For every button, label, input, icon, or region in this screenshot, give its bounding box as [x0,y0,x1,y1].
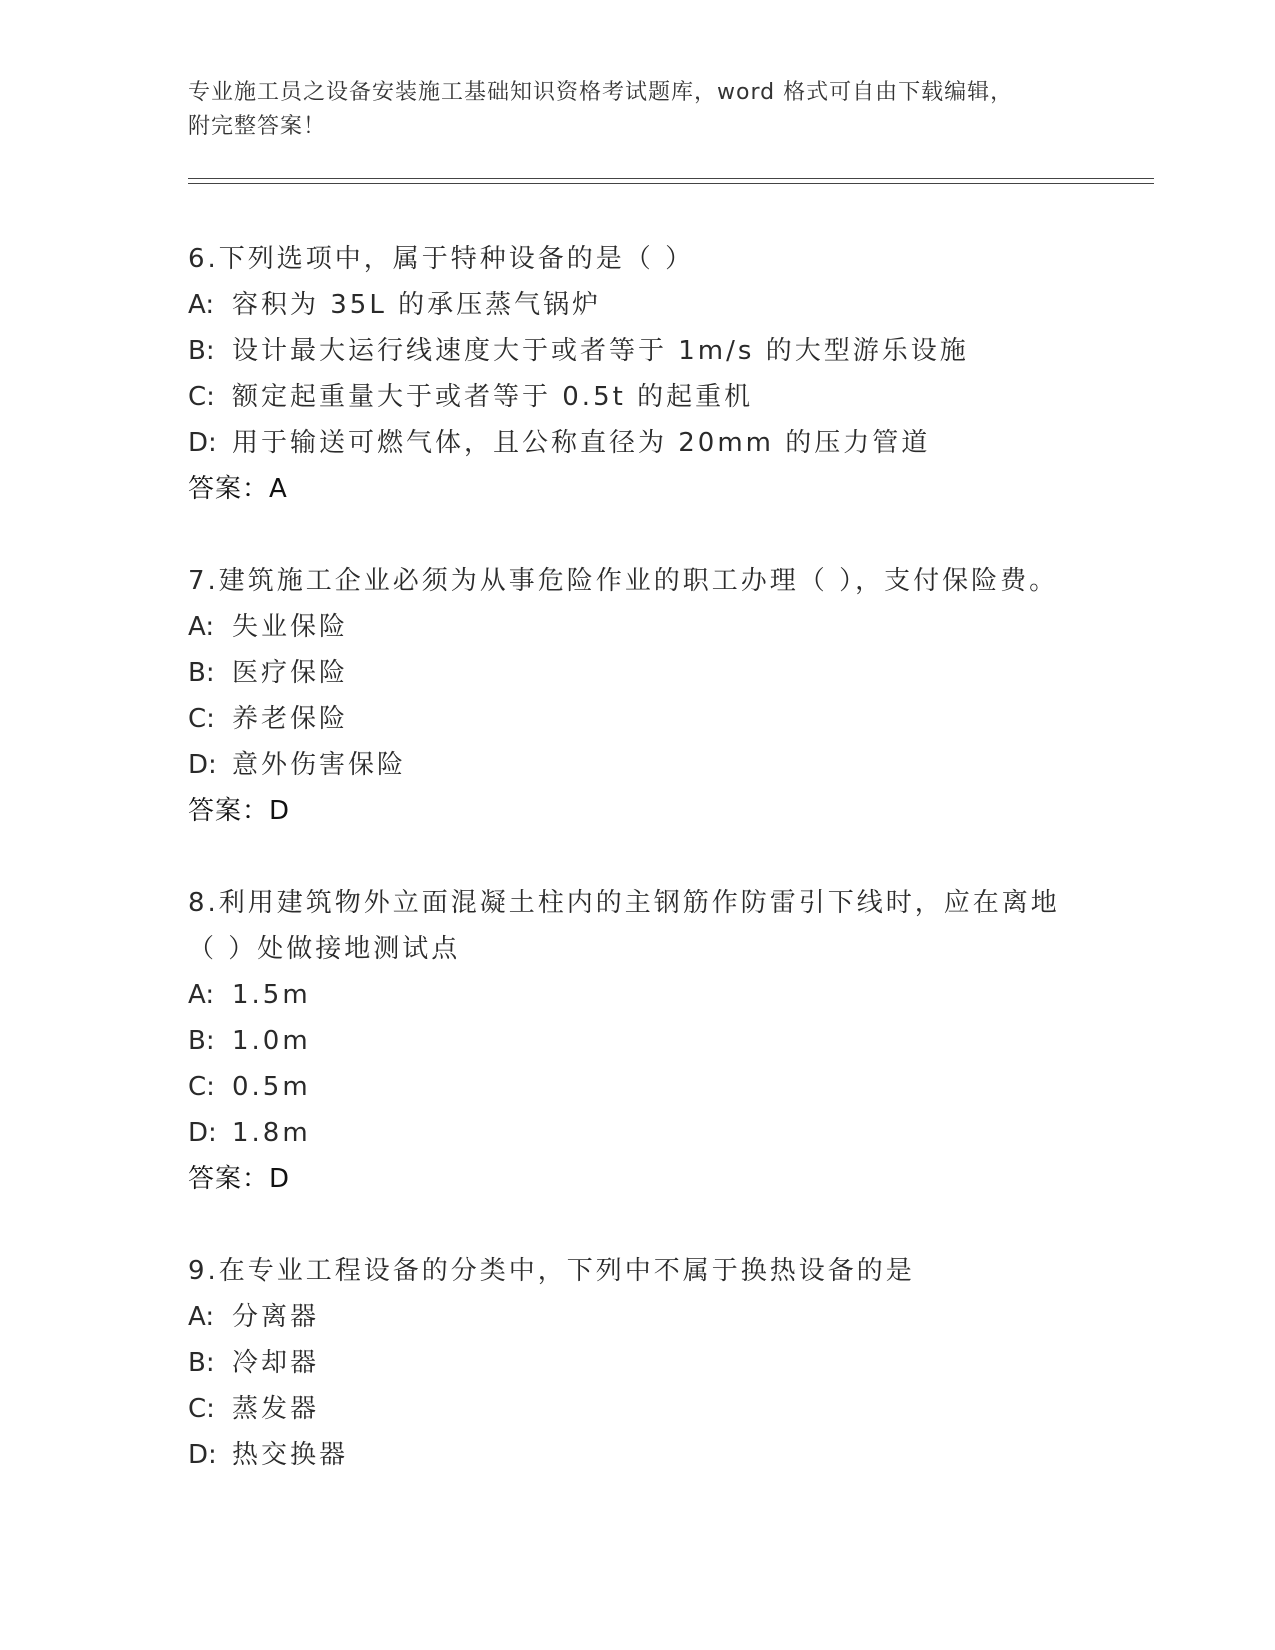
option-text: 1.0m [232,1026,311,1056]
question-7 [188,558,1088,834]
answer-line: 答案：A [188,474,288,504]
option-label: D: [188,750,217,780]
option-label: D: [188,428,217,458]
option-a [188,1294,1088,1340]
option-b [188,328,1088,374]
option-c [188,1064,1088,1110]
question-9 [188,1248,1088,1478]
option-label: A: [188,1302,215,1332]
option-d [188,420,1088,466]
question-stem: 7.建筑施工企业必须为从事危险作业的职工办理（ ），支付保险费。 [188,566,1059,596]
option-a [188,972,1088,1018]
option-label: C: [188,1072,215,1102]
option-label: C: [188,382,215,412]
header-divider-top [188,178,1154,179]
option-label: D: [188,1118,217,1148]
option-text: 1.8m [232,1118,311,1148]
question-6 [188,236,1088,512]
option-c [188,696,1088,742]
option-a [188,282,1088,328]
option-text: 热交换器 [232,1440,349,1470]
option-text: 设计最大运行线速度大于或者等于 1m/s 的大型游乐设施 [232,336,969,366]
option-a [188,604,1088,650]
option-label: A: [188,980,215,1010]
option-label: D: [188,1440,217,1470]
question-stem: 8.利用建筑物外立面混凝土柱内的主钢筋作防雷引下线时，应在离地（ ）处做接地测试点 [188,888,1060,964]
option-label: C: [188,704,215,734]
option-text: 冷却器 [232,1348,320,1378]
option-text: 0.5m [232,1072,311,1102]
option-c [188,1386,1088,1432]
option-c [188,374,1088,420]
option-text: 意外伤害保险 [232,750,407,780]
header-line-2: 附完整答案！ [188,114,327,139]
header-line-1: 专业施工员之设备安装施工基础知识资格考试题库，word 格式可自由下载编辑， [188,80,1014,105]
option-text: 失业保险 [232,612,349,642]
option-label: B: [188,1026,215,1056]
option-label: C: [188,1394,215,1424]
option-d [188,1432,1088,1478]
option-text: 用于输送可燃气体，且公称直径为 20mm 的压力管道 [232,428,931,458]
document-header [188,76,1068,144]
option-text: 养老保险 [232,704,349,734]
question-list [188,236,1088,1524]
option-label: A: [188,612,215,642]
header-divider-bottom [188,183,1154,184]
option-b [188,1018,1088,1064]
option-label: A: [188,290,215,320]
option-label: B: [188,658,215,688]
answer-line: 答案：D [188,796,291,826]
option-text: 容积为 35L 的承压蒸气锅炉 [232,290,602,320]
question-stem: 9.在专业工程设备的分类中，下列中不属于换热设备的是 [188,1256,915,1286]
option-b [188,650,1088,696]
option-text: 额定起重量大于或者等于 0.5t 的起重机 [232,382,754,412]
option-label: B: [188,336,215,366]
option-b [188,1340,1088,1386]
option-text: 1.5m [232,980,311,1010]
question-8 [188,880,1088,1202]
option-text: 分离器 [232,1302,320,1332]
option-label: B: [188,1348,215,1378]
option-text: 蒸发器 [232,1394,320,1424]
option-d [188,1110,1088,1156]
question-stem: 6.下列选项中，属于特种设备的是（ ） [188,244,695,274]
option-d [188,742,1088,788]
option-text: 医疗保险 [232,658,349,688]
answer-line: 答案：D [188,1164,291,1194]
